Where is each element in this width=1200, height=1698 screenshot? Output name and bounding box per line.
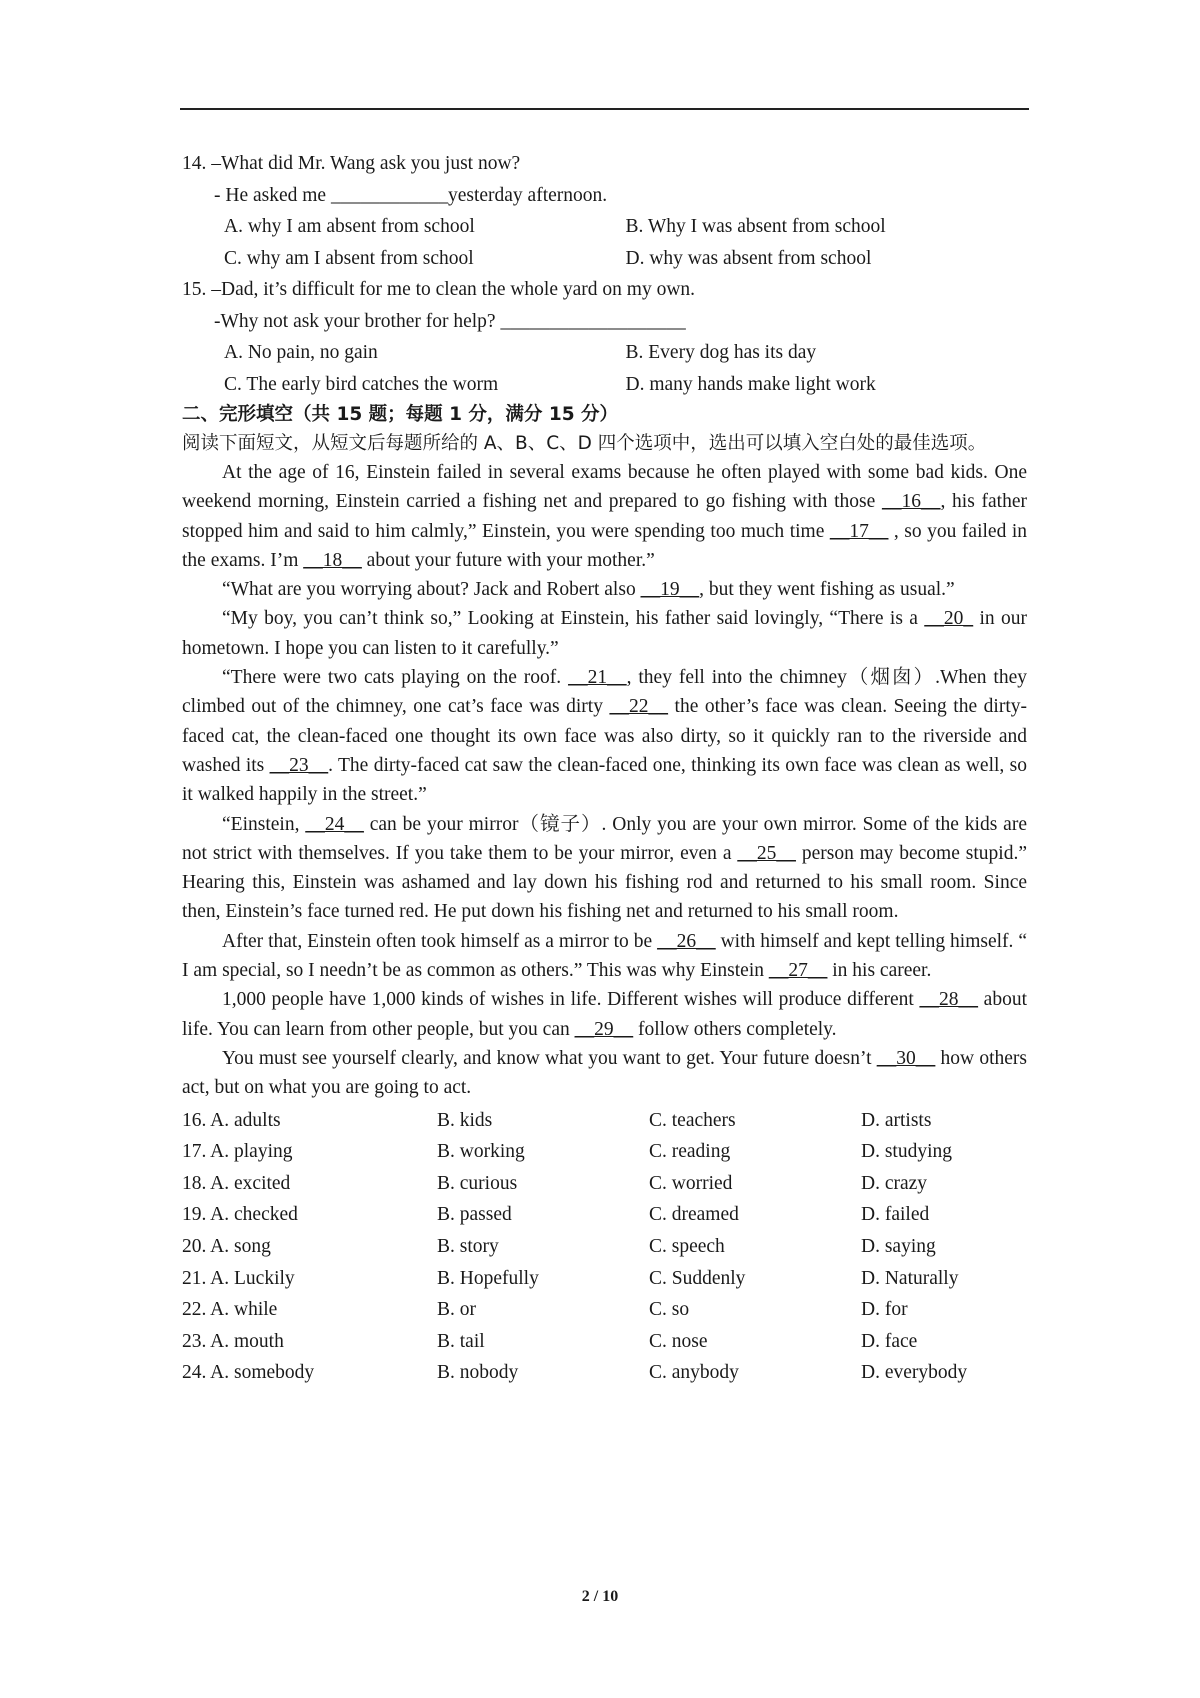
blank-18: __18__ bbox=[303, 549, 362, 571]
blank-16: __16__ bbox=[881, 491, 941, 513]
option-d: D. everybody bbox=[861, 1362, 968, 1384]
option-b: B. Every dog has its day bbox=[625, 342, 817, 363]
option-c: C. Suddenly bbox=[649, 1267, 746, 1289]
option-a: 23. A. mouth bbox=[182, 1330, 284, 1352]
option-d: D. saying bbox=[861, 1235, 936, 1257]
option-c: C. worried bbox=[649, 1172, 733, 1194]
passage-paragraph: You must see yourself clearly, and know what you want to get. Your future doesn’t __30__ how others act, but on what you are going to act. bbox=[182, 1047, 1027, 1099]
option-d: D. many hands make light work bbox=[625, 373, 876, 395]
options-row bbox=[182, 211, 1027, 243]
answer-row bbox=[182, 1136, 1027, 1168]
option-d: D. why was absent from school bbox=[625, 247, 872, 269]
option-d: D. face bbox=[861, 1330, 918, 1352]
option-c: C. speech bbox=[649, 1235, 725, 1257]
passage-paragraph: “There were two cats playing on the roof. __21__, they fell into the chimney（烟囱）.When they climbed out of the chimney, one cat’s face was dirty __22__ the other’s face was clean. Seeing the dirty-faced cat, the clean-faced one thought its own face was also dirty, so it quickly ran to the riverside and washed its __23__. The dirty-faced cat saw the clean-faced one, thinking its own face was clean as well, so it walked happily in the street.” bbox=[182, 667, 1028, 806]
blank-25: __25__ bbox=[737, 842, 796, 864]
option-c: C. so bbox=[649, 1299, 690, 1321]
option-a: 22. A. while bbox=[182, 1299, 278, 1321]
option-c: C. The early bird catches the worm bbox=[224, 373, 499, 395]
option-a: A. why I am absent from school bbox=[224, 216, 475, 237]
blank-17: __17__ bbox=[829, 520, 889, 542]
option-b: B. tail bbox=[437, 1330, 485, 1352]
option-c: C. reading bbox=[649, 1141, 731, 1163]
passage-paragraph: 1,000 people have 1,000 kinds of wishes in life. Different wishes will produce different __28__ about life. You can learn from other people, but you can __29__ follow others completely. bbox=[182, 989, 1027, 1040]
header-rule bbox=[180, 108, 1029, 110]
passage-paragraph: At the age of 16, Einstein failed in several exams because he often played with some bad kids. One weekend morning, Einstein carried a fishing net and prepared to go fishing with those __16__, his father stopped him and said to him calmly,” Einstein, you were spending too much time __17__ , so you failed in the exams. I’m __18__ about your future with your mother.” bbox=[182, 462, 1028, 571]
options-row bbox=[182, 369, 1027, 401]
blank-21: __21__ bbox=[568, 667, 627, 689]
option-b: B. curious bbox=[437, 1172, 518, 1194]
blank-30: __30__ bbox=[876, 1047, 936, 1069]
cloze-passage bbox=[182, 458, 1027, 1103]
blank-24: __24__ bbox=[305, 813, 364, 835]
option-b: B. story bbox=[437, 1235, 499, 1257]
option-c: C. anybody bbox=[649, 1362, 739, 1384]
passage-paragraph: “What are you worrying about? Jack and Robert also __19__, but they went fishing as usual.” bbox=[222, 579, 955, 601]
blank-29: __29__ bbox=[574, 1018, 634, 1040]
option-b: B. working bbox=[437, 1141, 525, 1163]
options-row bbox=[182, 243, 1027, 275]
option-b: B. nobody bbox=[437, 1362, 519, 1384]
question-reply: - He asked me ____________yesterday afternoon. bbox=[214, 184, 608, 206]
option-a: 21. A. Luckily bbox=[182, 1267, 295, 1289]
option-a: 18. A. excited bbox=[182, 1172, 291, 1194]
blank-27: __27__ bbox=[768, 960, 828, 982]
option-b: B. or bbox=[437, 1299, 476, 1321]
option-a: 17. A. playing bbox=[182, 1141, 293, 1163]
answer-row bbox=[182, 1105, 1027, 1137]
passage-paragraph: “My boy, you can’t think so,” Looking at Einstein, his father said lovingly, “There is a __20_ in our hometown. I hope you can listen to it carefully.” bbox=[182, 608, 1027, 659]
option-b: B. Hopefully bbox=[437, 1267, 539, 1289]
page-number: 2 / 10 bbox=[581, 1588, 619, 1605]
blank-28: __28__ bbox=[919, 989, 979, 1011]
option-b: B. kids bbox=[437, 1109, 493, 1131]
answer-row bbox=[182, 1263, 1027, 1295]
blank-23: __23__ bbox=[269, 754, 329, 776]
option-a: 16. A. adults bbox=[182, 1109, 281, 1131]
option-d: D. crazy bbox=[861, 1172, 928, 1194]
option-a: 24. A. somebody bbox=[182, 1362, 315, 1384]
question-15 bbox=[182, 274, 1027, 400]
passage-paragraph: “Einstein, __24__ can be your mirror（镜子）. Only you are your own mirror. Some of the kids are not strict with themselves. If you take them to be your mirror, even a __25__ person may become stupid.” Hearing this, Einstein was ashamed and lay down his fishing rod and returned to his small room. Since then, Einstein’s face turned red. He put down his fishing net and returned to his small room. bbox=[182, 813, 1027, 923]
option-d: D. failed bbox=[861, 1204, 930, 1226]
options-row bbox=[182, 337, 1027, 369]
option-d: D. studying bbox=[861, 1141, 953, 1163]
option-c: C. nose bbox=[649, 1330, 708, 1352]
option-d: D. for bbox=[861, 1299, 908, 1321]
option-b: B. passed bbox=[437, 1204, 512, 1226]
section-title: 二、完形填空（共 15 题；每题 1 分，满分 15 分） bbox=[182, 404, 619, 425]
question-14 bbox=[182, 148, 1027, 274]
answer-row bbox=[182, 1199, 1027, 1231]
section-instruction: 阅读下面短文，从短文后每题所给的 A、B、C、D 四个选项中，选出可以填入空白处的最佳选项。 bbox=[182, 433, 987, 454]
answer-row bbox=[182, 1168, 1027, 1200]
option-a: 19. A. checked bbox=[182, 1204, 298, 1226]
option-a: A. No pain, no gain bbox=[224, 342, 378, 363]
answer-row bbox=[182, 1326, 1027, 1358]
option-c: C. teachers bbox=[649, 1109, 736, 1131]
question-stem: 15. –Dad, it’s difficult for me to clean the whole yard on my own. bbox=[182, 279, 696, 300]
answer-options-table bbox=[182, 1105, 1027, 1389]
answer-row bbox=[182, 1357, 1027, 1389]
question-reply: -Why not ask your brother for help? ___________________ bbox=[214, 310, 686, 332]
blank-19: __19__ bbox=[640, 579, 700, 601]
option-d: D. artists bbox=[861, 1109, 932, 1131]
option-d: D. Naturally bbox=[861, 1267, 959, 1289]
answer-row bbox=[182, 1231, 1027, 1263]
option-c: C. why am I absent from school bbox=[224, 247, 474, 269]
question-stem: 14. –What did Mr. Wang ask you just now? bbox=[182, 153, 521, 174]
option-b: B. Why I was absent from school bbox=[625, 216, 886, 237]
option-c: C. dreamed bbox=[649, 1204, 739, 1226]
page-content bbox=[182, 148, 1027, 1389]
answer-row bbox=[182, 1294, 1027, 1326]
blank-26: __26__ bbox=[657, 930, 716, 952]
blank-20: __20_ bbox=[924, 608, 974, 630]
passage-paragraph: After that, Einstein often took himself as a mirror to be __26__ with himself and kept telling himself. “ I am special, so I needn’t be as common as others.” This was why Einstein __27__ in his career. bbox=[182, 930, 1027, 982]
blank-22: __22__ bbox=[609, 696, 668, 718]
option-a: 20. A. song bbox=[182, 1235, 271, 1257]
